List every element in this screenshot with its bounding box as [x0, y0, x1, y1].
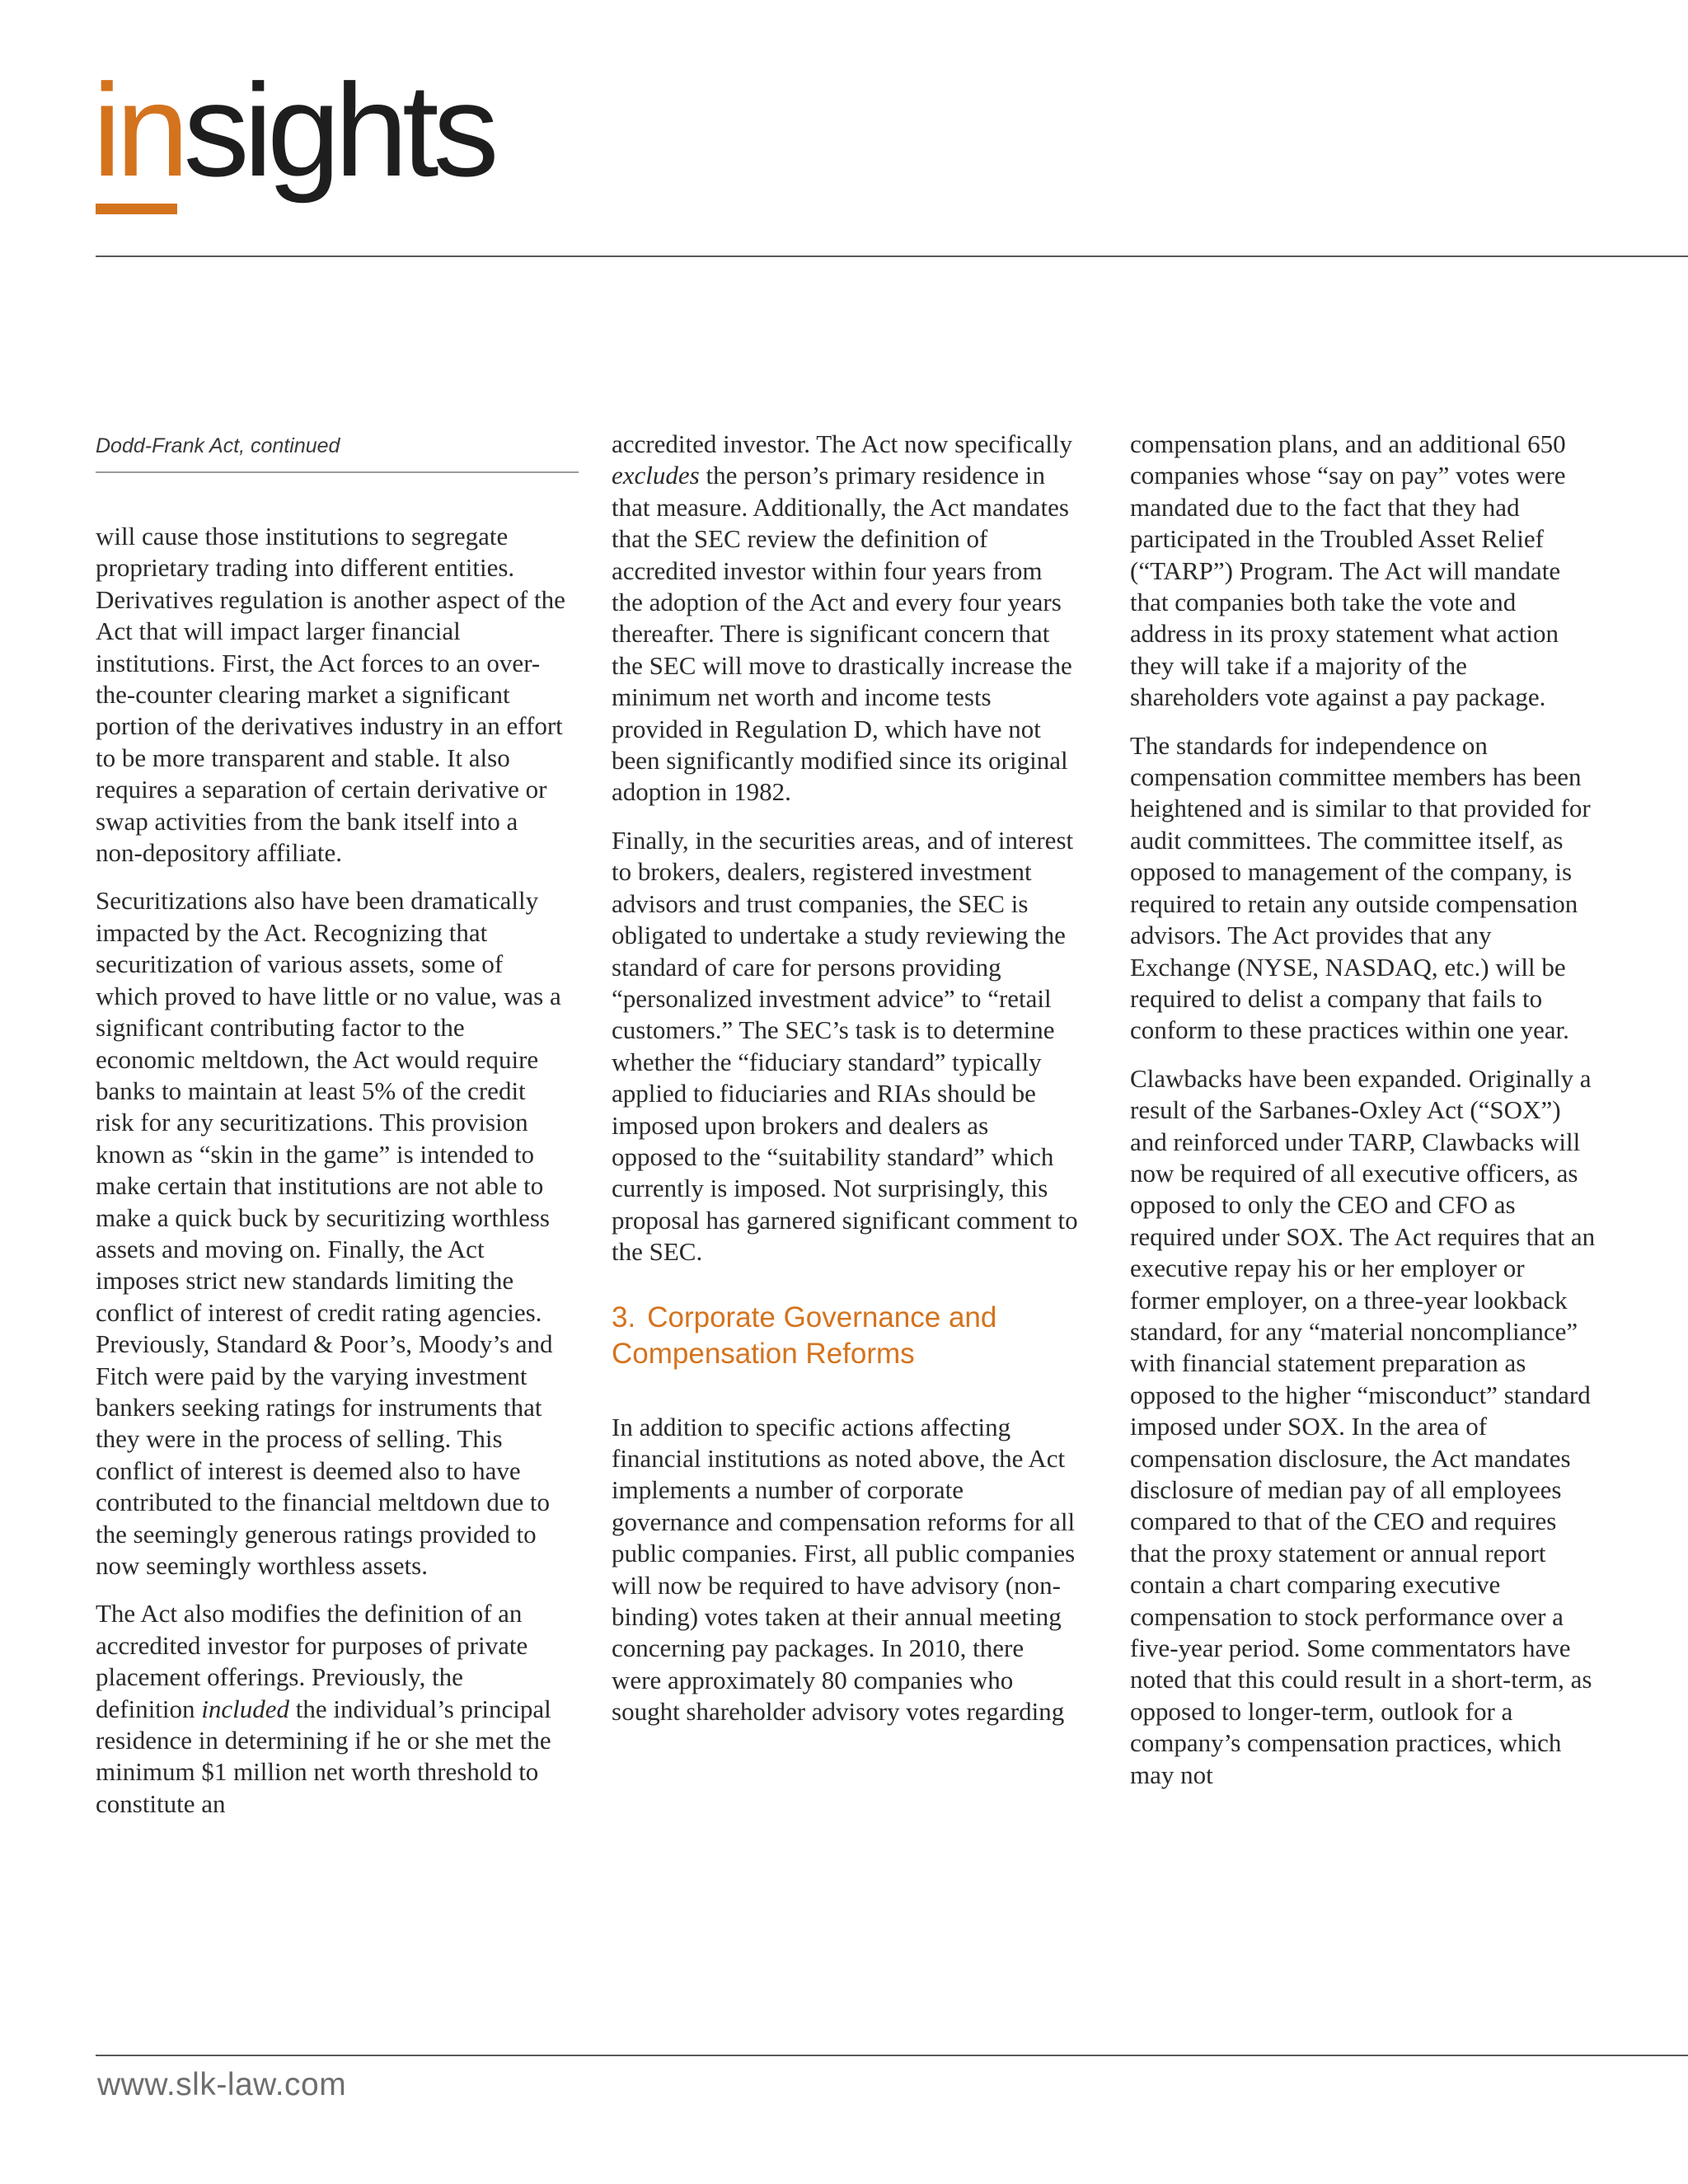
col3-paragraph-1: compensation plans, and an additional 650 companies whose “say on pay” votes were mandated due to the fact that they had participated in the Troubled Asset Relief (“TARP”) Program. The Act will mandate that companies both take the vote and address in its proxy statement what action they will take if a majority of the shareholders vote against a pay package. — [1130, 429, 1566, 712]
logo-text: sights — [183, 56, 494, 204]
col2-paragraph-2: Finally, in the securities areas, and of interest to brokers, dealers, registered investment advisors and trust companies, the SEC is obligated to undertake a study reviewing the standard of care for persons providing “personalized investment advice” to “retail customers.” The SEC’s task is to determine whether the “fiduciary standard” typically applied to fiduciaries and RIAs should be imposed upon brokers and dealers as opposed to the “suitability standard” which currently is imposed. Not surprisingly, this proposal has garnered significant comment to the SEC. — [612, 825, 1078, 1267]
emphasis-excludes: excludes — [612, 461, 700, 490]
insights-logo — [92, 56, 494, 204]
col3-paragraph-2: The standards for independence on compensation committee members has been heightened and is similar to that provided for audit committees. The committee itself, as opposed to management of the company, is required to retain any outside compensation advisors. The Act provides that any Exchange (NYSE, NASDAQ, etc.) will be required to delist a company that fails to conform to these practices within one year. — [1130, 730, 1591, 1045]
footer-rule — [96, 2055, 1688, 2056]
logo-highlight: in — [92, 56, 184, 204]
col1-paragraph-1: will cause those institutions to segregate proprietary trading into different entities. Derivatives regulation is another aspect of the Act that will impact larger financial institutions. First, the Act forces to an over-the-counter clearing market a significant portion of the derivatives industry in an effort to be more transparent and stable. It also requires a separation of certain derivative or swap activities from the bank itself into a non-depository affiliate. — [96, 522, 565, 868]
footer-url[interactable]: www.slk-law.com — [97, 2067, 347, 2102]
col1-paragraph-2: Securitizations also have been dramatically impacted by the Act. Recognizing that securitization of various assets, some of which proved to have little or no value, was a significant contributing factor to the economic meltdown, the Act would require banks to maintain at least 5% of the credit risk for any securitizations. This provision known as “skin in the game” is intended to make certain that institutions are not able to make a quick buck by securitizing worthless assets and moving on. Finally, the Act imposes strict new standards limiting the conflict of interest of credit rating agencies. Previously, Standard & Poor’s, Moody’s and Fitch were paid by the varying investment bankers seeking ratings for instruments that they were in the process of selling. This conflict of interest is deemed also to have contributed to the financial meltdown due to the seemingly generous ratings provided to now seemingly worthless assets. — [96, 886, 561, 1580]
col2-paragraph-3: In addition to specific actions affecting financial institutions as noted above, the Act implements a number of corporate governance and compensation reforms for all public companies. First, all public companies will now be required to have advisory (non-binding) votes taken at their annual meeting concerning pay packages. In 2010, there were approximately 80 companies who sought shareholder advisory votes regarding — [612, 1412, 1076, 1727]
column-2 — [612, 429, 1078, 1745]
emphasis-included: included — [201, 1694, 290, 1723]
section-heading — [612, 1300, 1078, 1372]
column-3 — [1130, 429, 1597, 1807]
col2-paragraph-1: accredited investor. The Act now specifically excludes the person’s primary residence in that measure. Additionally, the Act mandates that the SEC review the definition of accredited investor within four years from the adoption of the Act and every four years thereafter. There is significant concern that the SEC will move to drastically increase the minimum net worth and income tests provided in Regulation D, which have not been significantly modified since its original adoption in 1982. — [612, 429, 1072, 807]
header-rule — [96, 255, 1688, 257]
section-number: 3. — [612, 1301, 636, 1333]
running-head: Dodd-Frank Act, continued — [96, 429, 579, 473]
col1-paragraph-3: The Act also modifies the definition of an accredited investor for purposes of private placement offerings. Previously, the definition included the individual’s principal residence in determining if he or she met the minimum $1 million net worth threshold to constitute an — [96, 1599, 551, 1818]
col3-paragraph-3: Clawbacks have been expanded. Originally a result of the Sarbanes-Oxley Act (“SOX”) and reinforced under TARP, Clawbacks will now be required of all executive officers, as opposed to only the CEO and CFO as required under SOX. The Act requires that an executive repay his or her employer or former employer, on a three-year lookback standard, for any “material noncompliance” with financial statement preparation as opposed to the higher “misconduct” standard imposed under SOX. In the area of compensation disclosure, the Act mandates disclosure of median pay of all employees compared to that of the CEO and requires that the proxy statement or annual report contain a chart comparing executive compensation to stock performance over a five-year period. Some commentators have noted that this could result in a short-term, as opposed to longer-term, outlook for a company’s compensation practices, which may not — [1130, 1063, 1596, 1789]
column-1 — [96, 429, 567, 1836]
section-title: Corporate Governance and Compensation Reforms — [612, 1301, 997, 1370]
